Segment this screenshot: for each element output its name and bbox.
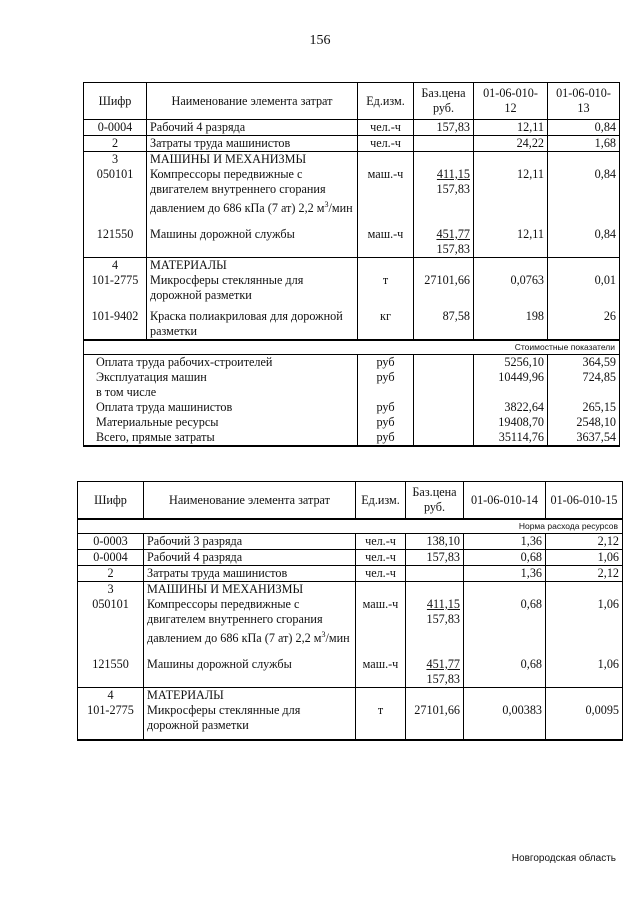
header-col6: 01-06-010-15 [546,482,623,520]
summary-label: Оплата труда машинистов [84,400,358,415]
cell-price: 27101,66 [414,273,474,303]
group-title: МАТЕРИАЛЫ [144,688,356,704]
cell-value-2: 0,84 [548,120,620,136]
cell-price [406,566,464,582]
summary-row [84,370,620,385]
cell-unit: маш.-ч [358,167,414,216]
group-title: МАТЕРИАЛЫ [147,258,358,274]
cell-value-1: 12,11 [474,216,548,258]
cell-code: 0-0004 [84,120,147,136]
summary-unit: руб [358,430,414,446]
cell-value-1: 0,0763 [474,273,548,303]
cell-code: 050101 [84,167,147,216]
cell-unit: маш.-ч [356,597,406,646]
cell-value-1: 0,68 [464,597,546,646]
table-row [78,566,623,582]
summary-row [84,430,620,446]
cell-name: Компрессоры передвижные с двигателем внутреннего сгорания давлением до 686 кПа (7 ат) 2,2 $м^3$/мин [147,167,358,216]
cell-unit: чел.-ч [356,550,406,566]
summary-row [84,415,620,430]
cell-unit: чел.-ч [358,120,414,136]
summary-label: Материальные ресурсы [84,415,358,430]
cell-name: Микросферы стеклянные для дорожной разметки [147,273,358,303]
cell-code: 4 [78,688,144,704]
cell-value-2: 0,01 [548,273,620,303]
cell-name: Затраты труда машинистов [144,566,356,582]
summary-unit: руб [358,415,414,430]
header-price: Баз.цена руб. [414,83,474,120]
cell-unit: кг [358,303,414,340]
summary-unit: руб [358,370,414,385]
header-price: Баз.цена руб. [406,482,464,520]
cell-code: 0-0004 [78,550,144,566]
group-header-row [78,688,623,704]
cell-value-2: 1,06 [546,550,623,566]
cell-value-2: 1,06 [546,646,623,688]
summary-value-2: 2548,10 [548,415,620,430]
cell-unit: маш.-ч [358,216,414,258]
cell-code: 2 [78,566,144,582]
summary-value-2: 265,15 [548,400,620,415]
cell-value-1: 0,68 [464,550,546,566]
summary-value-1: 10449,96 [474,370,548,385]
page-number: 156 [309,33,331,48]
cell-name: Рабочий 4 разряда [147,120,358,136]
header-name: Наименование элемента затрат [147,83,358,120]
cell-code: 050101 [78,597,144,646]
cell-code: 3 [78,582,144,598]
cell-name: Рабочий 4 разряда [144,550,356,566]
header-unit: Ед.изм. [358,83,414,120]
summary-value-1: 3822,64 [474,400,548,415]
cell-name: Компрессоры передвижные с двигателем внутреннего сгорания давлением до 686 кПа (7 ат) 2,2 $м^3$/мин [144,597,356,646]
header-row [84,83,620,120]
table-row [84,167,620,216]
summary-unit: руб [358,400,414,415]
header-code: Шифр [78,482,144,520]
group-header-row [84,152,620,168]
cell-unit: т [358,273,414,303]
cell-value-2: 1,68 [548,136,620,152]
header-code: Шифр [84,83,147,120]
table-row [84,273,620,303]
resource-table-1 [83,82,620,447]
cell-price: 451,77 157,83 [414,216,474,258]
table-row [78,703,623,740]
cell-name: Затраты труда машинистов [147,136,358,152]
cell-code: 121550 [78,646,144,688]
summary-row [84,355,620,371]
cell-value-1: 198 [474,303,548,340]
cell-name: Машины дорожной службы [147,216,358,258]
cell-value-1: 12,11 [474,120,548,136]
cell-unit: чел.-ч [358,136,414,152]
cell-value-2: 2,12 [546,534,623,550]
summary-value-1: 35114,76 [474,430,548,446]
cell-name: Микросферы стеклянные для дорожной разметки [144,703,356,740]
table-row [84,136,620,152]
cell-code: 101-2775 [78,703,144,740]
summary-value-2: 724,85 [548,370,620,385]
cell-code: 2 [84,136,147,152]
cell-name: Краска полиакриловая для дорожной разметки [147,303,358,340]
cell-price: 411,15 157,83 [406,597,464,646]
summary-value-2: 3637,54 [548,430,620,446]
table-row [78,534,623,550]
cell-value-2: 1,06 [546,597,623,646]
cell-value-2: 0,84 [548,167,620,216]
group-title: МАШИНЫ И МЕХАНИЗМЫ [144,582,356,598]
summary-label: Оплата труда рабочих-строителей [84,355,358,371]
table-row [84,216,620,258]
resource-table-2 [77,481,623,741]
summary-unit: руб [358,355,414,371]
cell-value-2: 0,0095 [546,703,623,740]
summary-label: Всего, прямые затраты [84,430,358,446]
footer-region: Новгородская область [511,853,616,864]
cell-unit: чел.-ч [356,534,406,550]
header-unit: Ед.изм. [356,482,406,520]
table-row [84,120,620,136]
cell-price: 27101,66 [406,703,464,740]
cell-value-1: 24,22 [474,136,548,152]
cell-unit: т [356,703,406,740]
cell-code: 3 [84,152,147,168]
cell-unit: маш.-ч [356,646,406,688]
cell-value-1: 0,00383 [464,703,546,740]
cell-price: 157,83 [406,550,464,566]
cell-value-2: 26 [548,303,620,340]
summary-row [84,400,620,415]
group-title: МАШИНЫ И МЕХАНИЗМЫ [147,152,358,168]
band-label: Норма расхода ресурсов [78,519,623,534]
table-row [78,597,623,646]
cell-code: 0-0003 [78,534,144,550]
cell-price: 87,58 [414,303,474,340]
header-name: Наименование элемента затрат [144,482,356,520]
cell-value-1: 0,68 [464,646,546,688]
cell-value-1: 12,11 [474,167,548,216]
cell-unit: чел.-ч [356,566,406,582]
summary-label: в том числе [84,385,358,400]
cell-value-2: 2,12 [546,566,623,582]
cell-value-1: 1,36 [464,534,546,550]
section-band [84,340,620,355]
summary-value-1: 5256,10 [474,355,548,371]
table-row [78,550,623,566]
summary-value-1: 19408,70 [474,415,548,430]
cell-price: 411,15 157,83 [414,167,474,216]
header-row [78,482,623,520]
cell-code: 4 [84,258,147,274]
table-row [84,303,620,340]
summary-row [84,385,620,400]
cell-price: 157,83 [414,120,474,136]
table-row [78,646,623,688]
cell-value-2: 0,84 [548,216,620,258]
summary-value-2: 364,59 [548,355,620,371]
summary-label: Эксплуатация машин [84,370,358,385]
cell-value-1: 1,36 [464,566,546,582]
header-col6: 01-06-010-13 [548,83,620,120]
cell-code: 101-2775 [84,273,147,303]
cell-name: Машины дорожной службы [144,646,356,688]
group-header-row [84,258,620,274]
cell-price: 451,77 157,83 [406,646,464,688]
cell-code: 121550 [84,216,147,258]
cell-price [414,136,474,152]
band-label: Стоимостные показатели [84,340,620,355]
cell-code: 101-9402 [84,303,147,340]
header-col5: 01-06-010-12 [474,83,548,120]
cell-price: 138,10 [406,534,464,550]
cell-name: Рабочий 3 разряда [144,534,356,550]
group-header-row [78,582,623,598]
header-col5: 01-06-010-14 [464,482,546,520]
section-band [78,519,623,534]
